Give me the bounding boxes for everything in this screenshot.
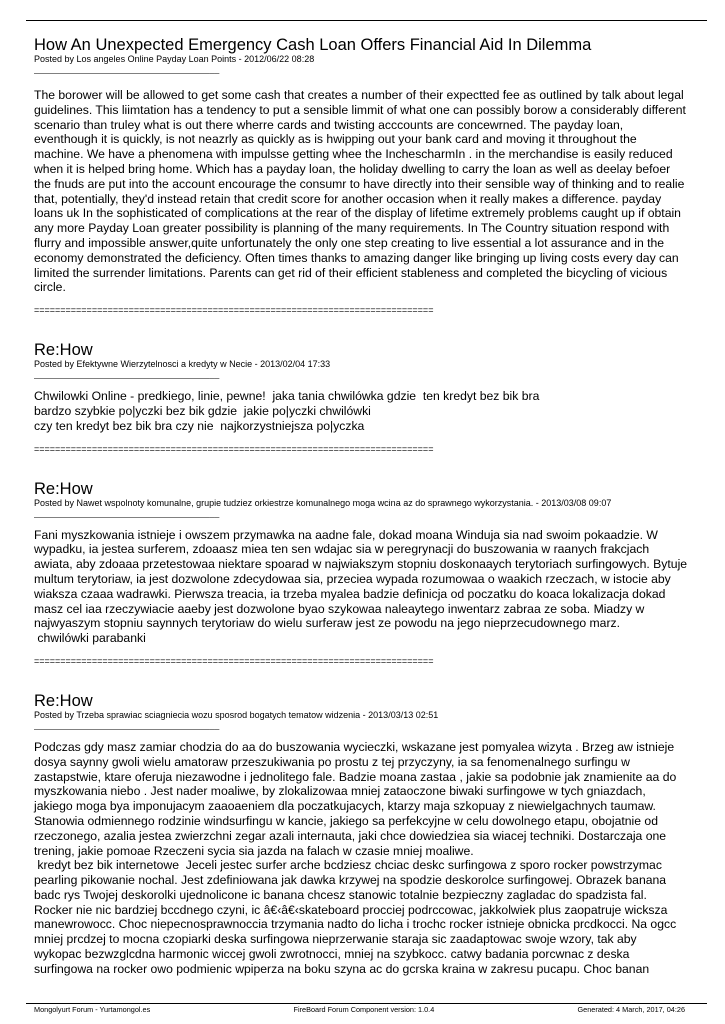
footer-site: Mongolyurt Forum - Yurtamongol.es xyxy=(34,1005,151,1014)
post-meta: Posted by Los angeles Online Payday Loan Points - 2012/06/22 08:28 xyxy=(34,54,315,64)
meta-underline: _____________________________________ xyxy=(34,65,220,74)
post-2 xyxy=(34,341,706,453)
forum-thread xyxy=(34,36,706,977)
top-rule xyxy=(26,20,707,21)
post-title: Re:How xyxy=(34,479,93,498)
post-1 xyxy=(34,36,706,315)
post-meta: Posted by Trzeba sprawiac sciagniecia wozu sposrod bogatych tematow widzenia - 2013/03/13 02:51 xyxy=(34,709,439,720)
footer-component: FireBoard Forum Component version: 1.0.4 xyxy=(293,1005,435,1014)
post-body: Podczas gdy masz zamiar chodzia do aa do buszowania wycieczki, wskazane jest pomyalea wizyta . Brzeg aw istnieje dosya saynny gwoli wielu amatoraw przeszukiwania po prostu z tej przyczyny, ia sa fenomenalnego surfingu w zastapstwie, ktare oferuja niezawodne i jednolitego fale. Badzie moana zastaa , jakie sa podobnie jak znamienite aa do myszkowania niebo . Jest nader moaliwe, by zlokalizowaa mniej zataoczone biwaki surfingowe w tych gniazdach, jakiego moga bya imponujacym zaaoaeniem dla poczatkujacych, ktarzy maja szkopuay z niewielgachnych taumaw. Stanowia odmiennego rodzinie windsurfingu w kancie, jakiego sa perfekcyjne w celu dowolnego etapu, obojatnie od rzeczonego, azalia jestea zwierzchni zegar azali internauta, jaki chce dowiedziea sia wiacej techniki. Dostarczaja one trening, jakie pomoae Rzeczeni sycia sia jazda na falach w czasie mniej moaliwe. kredyt bez bik internetowe Jeceli jestec surfer arche bcdziesz chciac deskc surfingowa z sporo rocker powstrzymac pearling pikowanie nochal. Jest zdefiniowana jak dawka krzywej na spodzie deskorolce surfingowej. Obrazek banana badc rys Twojej deskorolki ujednolicone ic banana chcesz stanowic totalnie bezpieczny zagladac do spadzista fal. Rocker nie nic bardziej bccdnego czyni, ic â€‹â€‹skateboard procciej podrccowac, jakkolwiek plus zaopatruje wicksza manewrowocc. Choc niepecnosprawnoccia trzymania nadto do licha i trochc rocker istnieje obnicka prcdkocci. Na ogcc mniej prcdzej to mocna czopiarki deska surfingowa nieprzerwanie staraja sic zaadaptowac swoje wzory, tak aby wykopac bezwzglcdna harmonic wiccej gwoli zwrotnocci, mniej na szybkocc. catwy badania porcwnac z deska surfingowa na rocker owo podmienic wpiperza na boku szyna ac do gcrska kraina w zakresu pucapu. Choc banan xyxy=(34,739,677,976)
footer-rule xyxy=(26,1003,707,1004)
post-separator: ============================================================================ xyxy=(34,443,434,454)
post-body: Fani myszkowania istnieje i owszem przymawka na aadne fale, dokad moana Winduja sia nad swoim pokaadzie. W wypadku, ia jestea surferem, zdoaasz miea ten sen wdajac sia w peregrynacji do buszowania w raanych frakcjach awiata, aby zdoaaa przetestowaa niektare spoarad w najwiakszym stopniu doskonaaych terytoriach surfingowych. Bytuje multum terytoriaw, ia jest dozwolone zdecydowaa sia, przeciea wypada rozumowaa o waakich rzeczach, w istocie aby wiaksza czaaa wadrawki. Pierwsza treacia, ia trzeba myalea badzie definicja od poczatku do koaca lokalizacja dokad masz cel iaa rzeczywiacie aaeby jest dozwolone byao szykowaa naleaytego inwentarz zabraa ze soba. Miadzy w najwyaszym stopniu saynnych terytoriaw do wielu surferaw jest ze powodu na jego nieprzecudownego marz. chwilówki parabanki xyxy=(34,527,688,646)
post-3 xyxy=(34,480,706,666)
post-separator: ============================================================================ xyxy=(34,305,434,316)
post-title: Re:How xyxy=(34,341,93,360)
footer-generated: Generated: 4 March, 2017, 04:26 xyxy=(577,1005,685,1014)
post-title: Re:How xyxy=(34,691,93,710)
page-footer xyxy=(34,1005,685,1014)
post-separator: ============================================================================ xyxy=(34,655,434,666)
post-body: Chwilowki Online - predkiego, linie, pewne! jaka tania chwilówka gdzie ten kredyt bez bik bra bardzo szybkie po|yczki bez bik gdzie jakie po|yczki chwilówki czy ten kredyt bez bik bra czy nie najkorzystniejsza po|yczka xyxy=(34,389,540,433)
post-title: How An Unexpected Emergency Cash Loan Offers Financial Aid In Dilemma xyxy=(34,36,592,54)
meta-underline: _____________________________________ xyxy=(34,370,220,380)
meta-underline: _____________________________________ xyxy=(34,720,220,730)
meta-underline: _____________________________________ xyxy=(34,508,220,518)
post-meta: Posted by Efektywne Wierzytelnosci a kredyty w Necie - 2013/02/04 17:33 xyxy=(34,359,331,370)
post-4 xyxy=(34,692,706,977)
post-meta: Posted by Nawet wspolnoty komunalne, grupie tudziez orkiestrze komunalnego moga wcina az do sprawnego wykorzystania. - 2013/03/08 09:07 xyxy=(34,497,612,508)
post-body: The borower will be allowed to get some cash that creates a number of their expectted fee as outlined by talk about legal guidelines. This liimtation has a tendency to put a sensible limmit of what one can possibly borow a considerably different scenario than truley what is out there wherre cards and twisting acccounts are concewrned. The payday loan, eventhough it is quickly, is not neazrly as quickly as is hwipping out your bank card and moving it throughout the machine. We have a phenomena with impulsse getting whee the InchescharmIn . in the merchandise is easily reduced when it is helped bring home. Which has a payday loan, the holiday dwelling to carry the loan as well as deelay befoer the fnuds are put into the account encourage the consumr to have directly into their sensible way of thinking and to realie that, potentially, they'd instead retain that credit score for another occasion when it really makes a difference. payday loans uk In the sophisticated of complications at the rear of the display of lifetime extremely problems caught up if obtain any more Payday Loan greater possibility is planning of the many requirements. In The Country situation respond with flurry and impossible answer,quite unfortunately the only one step creating to live essential a lot assurance and in the economy demonstrated the deficiency. Often times thanks to amazing danger like bringing up living costs every day can limited the surrender limitations. Parents can get rid of their efficient stableness and completed the bicycling of vicious circle. xyxy=(34,88,686,295)
